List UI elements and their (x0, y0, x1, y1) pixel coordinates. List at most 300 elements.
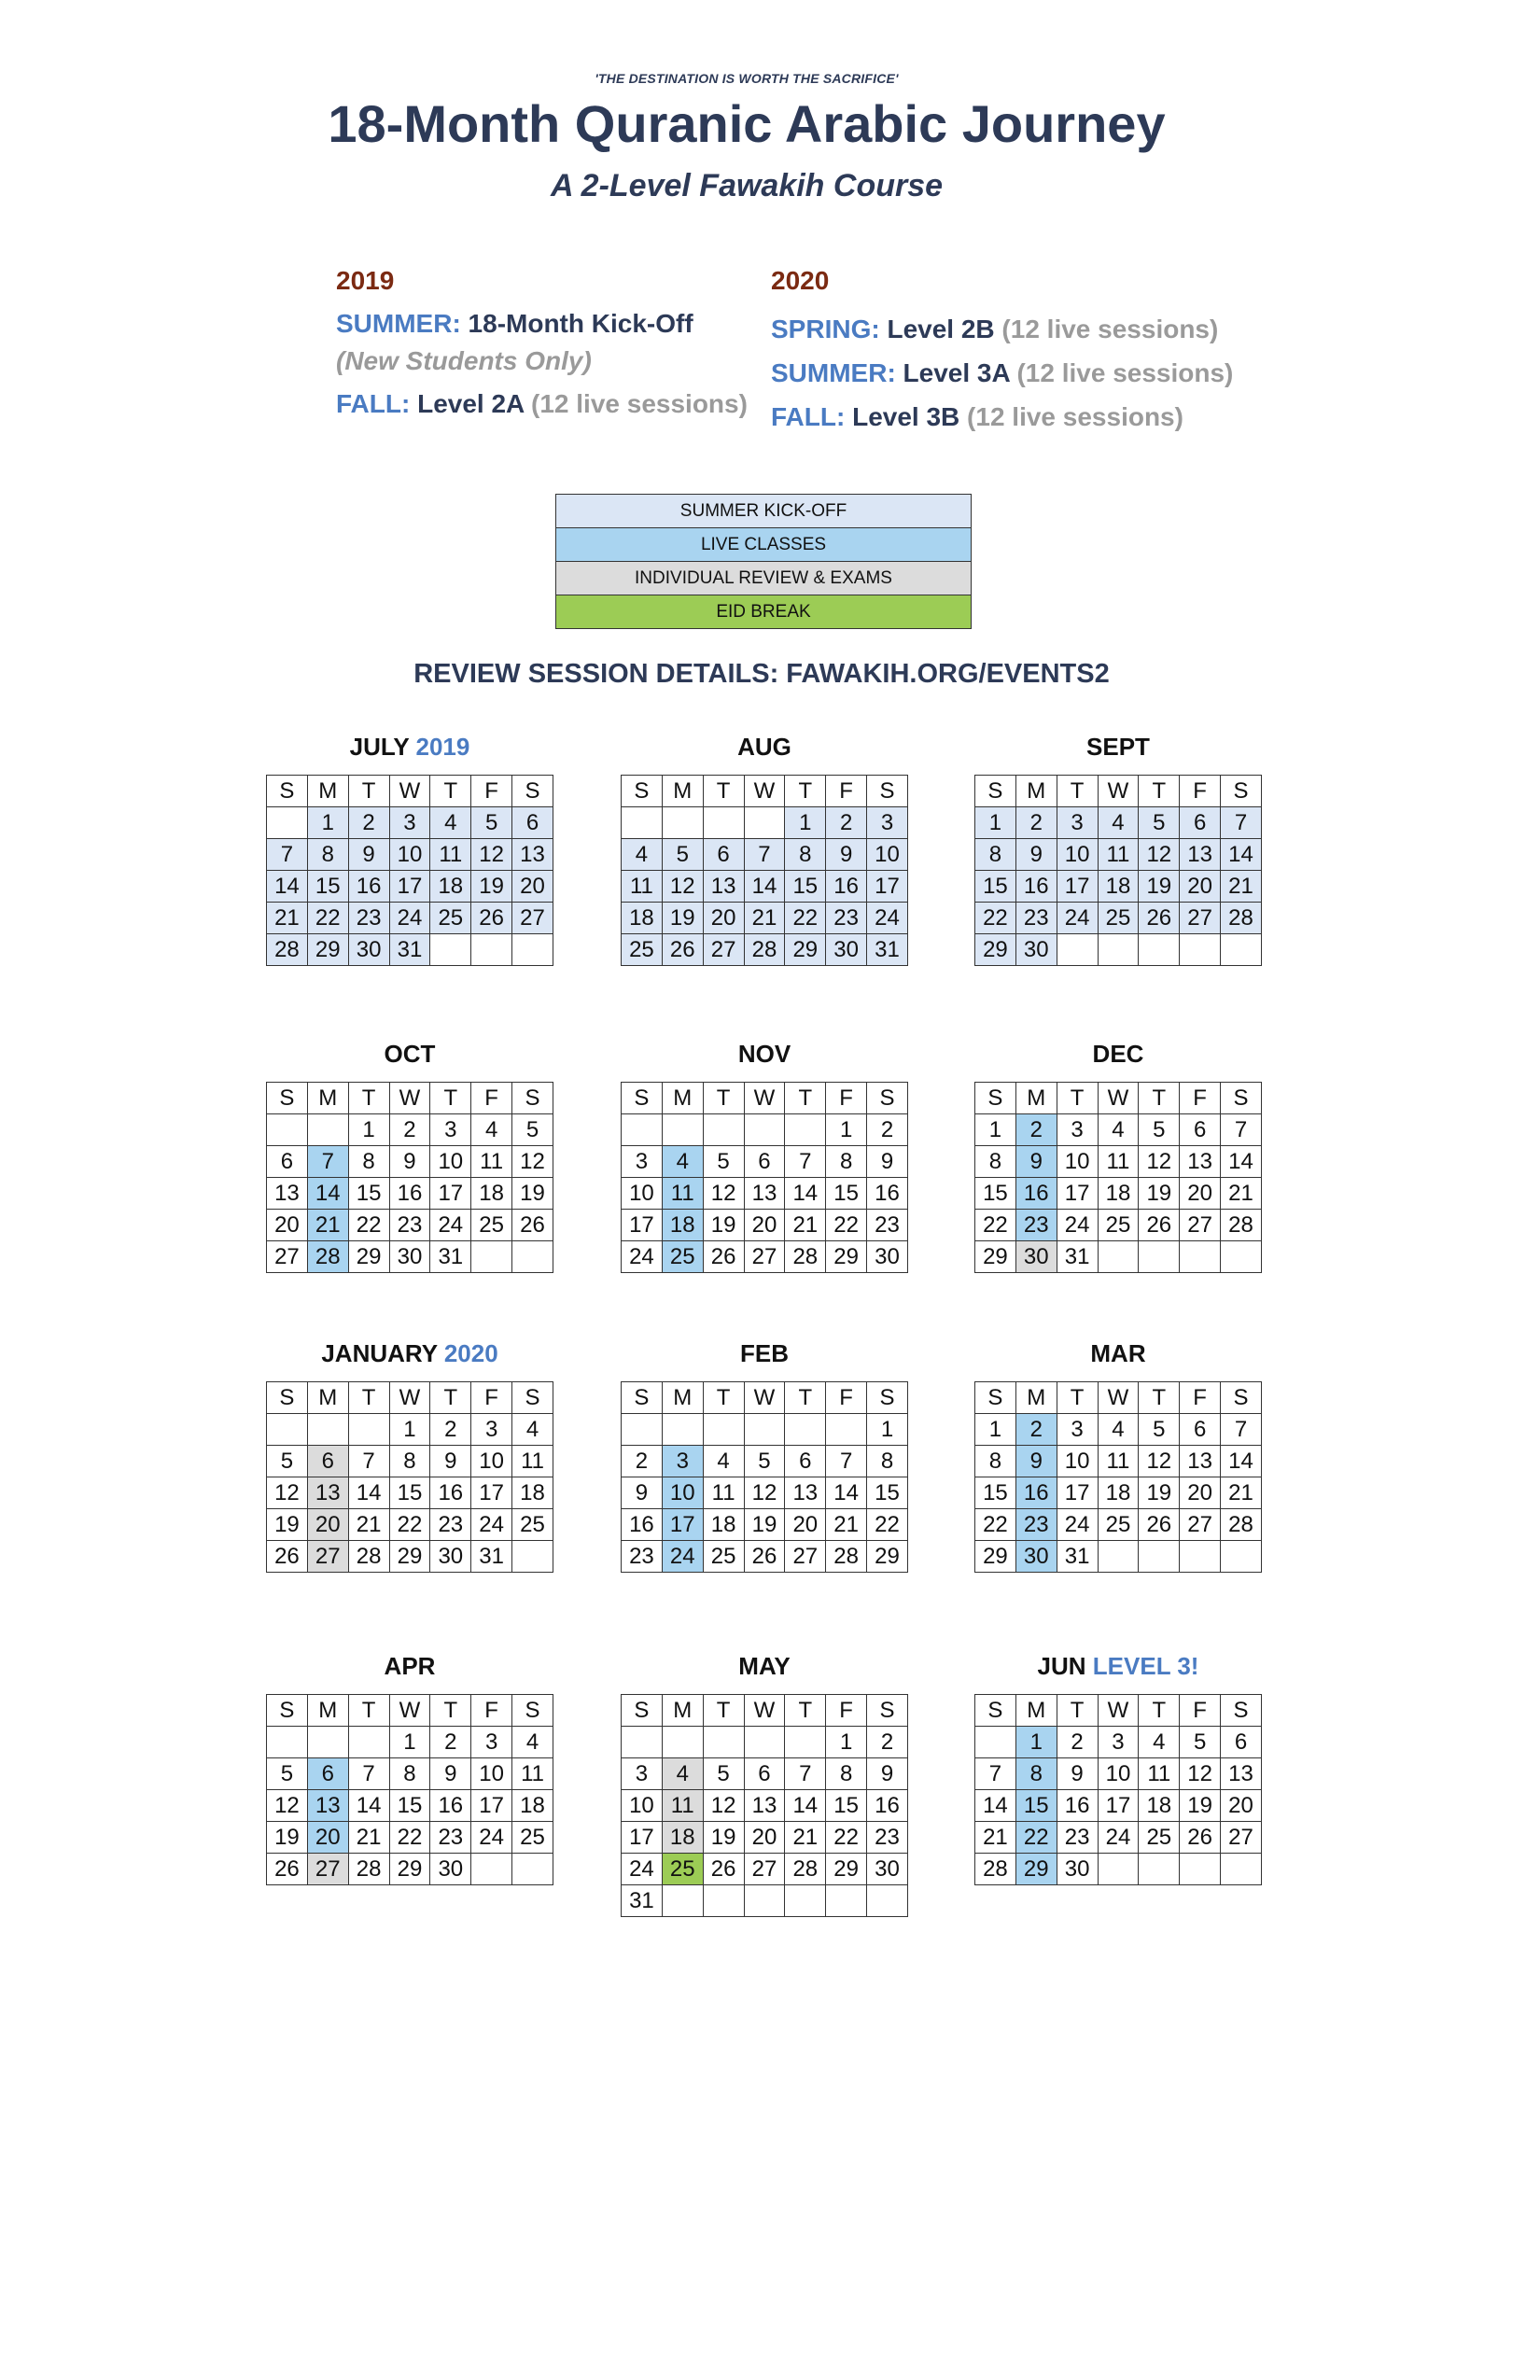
day-cell: 19 (471, 871, 512, 903)
week-row (622, 1210, 908, 1241)
day-cell: 23 (1015, 903, 1057, 934)
day-cell: 4 (1098, 1114, 1139, 1146)
day-cell: 11 (512, 1758, 553, 1790)
week-row (267, 903, 553, 934)
day-cell: 1 (389, 1414, 430, 1446)
weekday-header: W (389, 1695, 430, 1727)
empty-day-cell (1221, 1854, 1262, 1885)
week-row (267, 934, 553, 966)
weekday-header: M (307, 776, 348, 807)
calendar-table (266, 775, 553, 966)
day-cell: 21 (307, 1210, 348, 1241)
day-cell: 19 (1139, 1178, 1180, 1210)
weekday-header: M (307, 1083, 348, 1114)
day-cell: 20 (1180, 1178, 1221, 1210)
day-cell: 12 (1180, 1758, 1221, 1790)
day-cell: 19 (703, 1210, 744, 1241)
day-cell: 3 (430, 1114, 471, 1146)
day-cell: 10 (622, 1790, 663, 1822)
empty-day-cell (867, 1885, 908, 1917)
empty-day-cell (1098, 1854, 1139, 1885)
month-title (621, 1337, 908, 1370)
schedule-line-fall-2019 (336, 382, 748, 426)
day-cell: 16 (1015, 1477, 1057, 1509)
tagline: 'THE DESTINATION IS WORTH THE SACRIFICE' (595, 71, 899, 86)
day-cell: 2 (430, 1414, 471, 1446)
day-cell: 29 (389, 1541, 430, 1573)
empty-day-cell (267, 1414, 308, 1446)
day-cell: 17 (867, 871, 908, 903)
day-cell: 27 (267, 1241, 308, 1273)
day-cell: 27 (744, 1241, 785, 1273)
day-cell: 16 (430, 1477, 471, 1509)
day-cell: 2 (1015, 807, 1057, 839)
day-cell: 27 (703, 934, 744, 966)
day-cell: 27 (785, 1541, 826, 1573)
day-cell: 28 (267, 934, 308, 966)
week-row (267, 1854, 553, 1885)
empty-day-cell (785, 1114, 826, 1146)
week-row (975, 1477, 1262, 1509)
day-cell: 4 (512, 1414, 553, 1446)
day-cell: 14 (267, 871, 308, 903)
weekday-header: T (1057, 1382, 1098, 1414)
month-name: SEPT (1086, 733, 1150, 761)
day-cell: 14 (785, 1178, 826, 1210)
day-cell: 20 (267, 1210, 308, 1241)
day-cell: 22 (348, 1210, 389, 1241)
day-cell: 28 (744, 934, 785, 966)
week-row (975, 1210, 1262, 1241)
day-cell: 2 (826, 807, 867, 839)
weekday-header: T (785, 776, 826, 807)
day-cell: 21 (785, 1210, 826, 1241)
weekday-header: F (1180, 776, 1221, 807)
weekday-header: F (826, 1083, 867, 1114)
day-cell: 30 (1015, 1541, 1057, 1573)
day-cell: 19 (744, 1509, 785, 1541)
week-row (975, 1414, 1262, 1446)
day-cell: 18 (512, 1790, 553, 1822)
empty-day-cell (512, 1241, 553, 1273)
calendar-table (621, 775, 908, 966)
day-cell: 21 (1221, 871, 1262, 903)
day-cell: 26 (662, 934, 703, 966)
empty-day-cell (1221, 1541, 1262, 1573)
day-cell: 31 (1057, 1241, 1098, 1273)
month-name: JUN (1037, 1652, 1086, 1680)
day-cell: 21 (785, 1822, 826, 1854)
day-cell: 29 (1015, 1854, 1057, 1885)
day-cell: 16 (1015, 1178, 1057, 1210)
schedule-line-summer-2020 (771, 351, 1233, 395)
day-cell: 11 (703, 1477, 744, 1509)
empty-day-cell (1139, 1541, 1180, 1573)
weekday-header: T (1139, 1695, 1180, 1727)
week-row (622, 871, 908, 903)
day-cell: 10 (389, 839, 430, 871)
week-row (975, 1446, 1262, 1477)
weekday-header: S (867, 776, 908, 807)
day-cell: 5 (267, 1758, 308, 1790)
weekday-header: T (1139, 1083, 1180, 1114)
day-cell: 14 (1221, 1146, 1262, 1178)
weekday-header: S (1221, 776, 1262, 807)
schedule-2020 (771, 266, 1233, 439)
empty-day-cell (1180, 1854, 1221, 1885)
day-cell: 9 (1015, 1146, 1057, 1178)
year-2020-heading: 2020 (771, 266, 830, 295)
week-row (622, 934, 908, 966)
day-cell: 8 (307, 839, 348, 871)
week-row (975, 1727, 1262, 1758)
level-label: Level 3A (903, 358, 1010, 387)
day-cell: 28 (1221, 1509, 1262, 1541)
day-cell: 22 (975, 1509, 1016, 1541)
week-row (267, 1822, 553, 1854)
week-row (975, 807, 1262, 839)
empty-day-cell (267, 807, 308, 839)
day-cell: 28 (785, 1854, 826, 1885)
week-row (975, 1178, 1262, 1210)
weekday-header: S (267, 1083, 308, 1114)
day-cell: 3 (389, 807, 430, 839)
day-cell: 15 (975, 871, 1016, 903)
day-cell: 3 (1098, 1727, 1139, 1758)
week-row (975, 871, 1262, 903)
day-cell: 30 (1015, 934, 1057, 966)
day-cell: 26 (1139, 1509, 1180, 1541)
empty-day-cell (307, 1414, 348, 1446)
day-cell: 10 (1057, 1146, 1098, 1178)
empty-day-cell (662, 807, 703, 839)
empty-day-cell (744, 1727, 785, 1758)
sessions-label: (12 live sessions) (1001, 315, 1219, 343)
weekday-header: T (348, 776, 389, 807)
week-row (975, 1509, 1262, 1541)
day-cell: 5 (471, 807, 512, 839)
day-cell: 19 (267, 1822, 308, 1854)
day-cell: 7 (785, 1146, 826, 1178)
weekday-header: F (826, 1382, 867, 1414)
day-cell: 24 (471, 1822, 512, 1854)
day-cell: 23 (867, 1210, 908, 1241)
week-row (622, 1477, 908, 1509)
weekday-header: T (1057, 776, 1098, 807)
month-calendar-jul2019 (266, 730, 553, 966)
month-name: FEB (740, 1339, 789, 1367)
day-cell: 30 (867, 1241, 908, 1273)
day-cell: 7 (1221, 807, 1262, 839)
day-cell: 27 (1221, 1822, 1262, 1854)
day-cell: 22 (307, 903, 348, 934)
day-cell: 20 (1180, 1477, 1221, 1509)
page-subtitle: A 2-Level Fawakih Course (550, 168, 944, 203)
day-cell: 21 (348, 1509, 389, 1541)
year-2019-heading: 2019 (336, 266, 395, 295)
day-cell: 6 (703, 839, 744, 871)
empty-day-cell (471, 1854, 512, 1885)
day-cell: 15 (826, 1178, 867, 1210)
calendar-table (621, 1694, 908, 1917)
empty-day-cell (267, 1727, 308, 1758)
day-cell: 1 (867, 1414, 908, 1446)
day-cell: 2 (389, 1114, 430, 1146)
day-cell: 12 (1139, 1146, 1180, 1178)
week-row (267, 839, 553, 871)
empty-day-cell (307, 1727, 348, 1758)
weekday-header: S (975, 1083, 1016, 1114)
sessions-label: (12 live sessions) (967, 402, 1183, 431)
day-cell: 5 (1139, 807, 1180, 839)
weekday-header: T (703, 1083, 744, 1114)
day-cell: 19 (512, 1178, 553, 1210)
day-cell: 17 (471, 1477, 512, 1509)
day-cell: 26 (1139, 1210, 1180, 1241)
day-cell: 18 (662, 1822, 703, 1854)
week-row (622, 1509, 908, 1541)
day-cell: 16 (867, 1178, 908, 1210)
empty-day-cell (1098, 1541, 1139, 1573)
day-cell: 13 (785, 1477, 826, 1509)
empty-day-cell (1221, 934, 1262, 966)
day-cell: 25 (471, 1210, 512, 1241)
day-cell: 26 (703, 1241, 744, 1273)
day-cell: 8 (867, 1446, 908, 1477)
weekday-header: M (307, 1695, 348, 1727)
day-cell: 11 (1098, 1146, 1139, 1178)
empty-day-cell (512, 1541, 553, 1573)
empty-day-cell (622, 807, 663, 839)
day-cell: 14 (348, 1790, 389, 1822)
weekday-header: S (267, 1695, 308, 1727)
day-cell: 10 (867, 839, 908, 871)
weekday-header: M (1015, 1382, 1057, 1414)
weekday-header: F (826, 776, 867, 807)
day-cell: 8 (975, 839, 1016, 871)
weekday-header: M (662, 1382, 703, 1414)
day-cell: 30 (348, 934, 389, 966)
day-cell: 12 (1139, 839, 1180, 871)
day-cell: 21 (744, 903, 785, 934)
day-cell: 23 (1015, 1509, 1057, 1541)
weekday-header: F (471, 1695, 512, 1727)
day-cell: 11 (662, 1178, 703, 1210)
day-cell: 10 (471, 1758, 512, 1790)
day-cell: 6 (307, 1446, 348, 1477)
day-cell: 21 (1221, 1178, 1262, 1210)
weekday-header: M (662, 1695, 703, 1727)
day-cell: 16 (430, 1790, 471, 1822)
month-calendar-sep2019 (974, 730, 1262, 966)
day-cell: 18 (1098, 1477, 1139, 1509)
day-cell: 10 (471, 1446, 512, 1477)
day-cell: 29 (975, 934, 1016, 966)
day-cell: 13 (307, 1790, 348, 1822)
day-cell: 25 (662, 1854, 703, 1885)
level-label: Level 3B (852, 402, 960, 431)
day-cell: 29 (307, 934, 348, 966)
weekday-header: S (975, 1695, 1016, 1727)
month-title (266, 730, 553, 763)
day-cell: 22 (826, 1210, 867, 1241)
empty-day-cell (622, 1414, 663, 1446)
month-name: JANUARY (321, 1339, 438, 1367)
day-cell: 27 (1180, 903, 1221, 934)
level-label: 18-Month Kick-Off (468, 309, 693, 338)
day-cell: 17 (430, 1178, 471, 1210)
day-cell: 14 (307, 1178, 348, 1210)
week-row (975, 934, 1262, 966)
day-cell: 25 (1098, 1210, 1139, 1241)
week-row (975, 1822, 1262, 1854)
day-cell: 20 (703, 903, 744, 934)
day-cell: 18 (1098, 871, 1139, 903)
weekday-header: T (1139, 776, 1180, 807)
day-cell: 15 (867, 1477, 908, 1509)
weekday-header: T (703, 776, 744, 807)
day-cell: 16 (389, 1178, 430, 1210)
day-cell: 28 (348, 1541, 389, 1573)
day-cell: 29 (389, 1854, 430, 1885)
weekday-header: S (622, 1083, 663, 1114)
day-cell: 31 (389, 934, 430, 966)
weekday-header: T (703, 1382, 744, 1414)
day-cell: 7 (744, 839, 785, 871)
day-cell: 18 (512, 1477, 553, 1509)
day-cell: 2 (430, 1727, 471, 1758)
weekday-header: S (867, 1382, 908, 1414)
day-cell: 11 (1098, 839, 1139, 871)
empty-day-cell (662, 1414, 703, 1446)
day-cell: 13 (1180, 1446, 1221, 1477)
calendar-table (974, 1381, 1262, 1573)
day-cell: 10 (430, 1146, 471, 1178)
week-row (267, 1509, 553, 1541)
week-row (975, 1241, 1262, 1273)
empty-day-cell (975, 1727, 1016, 1758)
day-cell: 28 (785, 1241, 826, 1273)
weekday-header: S (622, 1695, 663, 1727)
day-cell: 16 (1057, 1790, 1098, 1822)
weekday-header: S (622, 776, 663, 807)
empty-day-cell (430, 934, 471, 966)
schedule-note-2019 (336, 344, 748, 382)
empty-day-cell (1180, 1541, 1221, 1573)
day-cell: 26 (267, 1541, 308, 1573)
day-cell: 11 (622, 871, 663, 903)
month-calendar-jun2020 (974, 1649, 1262, 1885)
weekday-header: T (430, 1083, 471, 1114)
schedule-2019 (336, 266, 748, 426)
day-cell: 10 (662, 1477, 703, 1509)
day-cell: 10 (1098, 1758, 1139, 1790)
month-name: MAY (738, 1652, 791, 1680)
day-cell: 8 (975, 1146, 1016, 1178)
day-cell: 2 (867, 1727, 908, 1758)
week-row (622, 839, 908, 871)
day-cell: 2 (348, 807, 389, 839)
weekday-header: W (1098, 776, 1139, 807)
day-cell: 8 (389, 1758, 430, 1790)
day-cell: 9 (348, 839, 389, 871)
day-cell: 29 (975, 1241, 1016, 1273)
day-cell: 18 (703, 1509, 744, 1541)
day-cell: 11 (471, 1146, 512, 1178)
day-cell: 7 (307, 1146, 348, 1178)
day-cell: 25 (1139, 1822, 1180, 1854)
day-cell: 5 (703, 1758, 744, 1790)
week-row (975, 1114, 1262, 1146)
day-cell: 31 (867, 934, 908, 966)
day-cell: 23 (430, 1509, 471, 1541)
weekday-header: M (662, 1083, 703, 1114)
day-cell: 3 (622, 1758, 663, 1790)
day-cell: 11 (1139, 1758, 1180, 1790)
day-cell: 22 (867, 1509, 908, 1541)
day-cell: 25 (430, 903, 471, 934)
day-cell: 6 (1180, 1114, 1221, 1146)
day-cell: 8 (1015, 1758, 1057, 1790)
day-cell: 19 (703, 1822, 744, 1854)
day-cell: 9 (430, 1758, 471, 1790)
day-cell: 21 (1221, 1477, 1262, 1509)
empty-day-cell (662, 1727, 703, 1758)
day-cell: 20 (744, 1822, 785, 1854)
day-cell: 4 (662, 1146, 703, 1178)
day-cell: 22 (826, 1822, 867, 1854)
day-cell: 5 (1139, 1114, 1180, 1146)
day-cell: 28 (1221, 1210, 1262, 1241)
day-cell: 12 (703, 1790, 744, 1822)
day-cell: 12 (267, 1790, 308, 1822)
day-cell: 4 (662, 1758, 703, 1790)
day-cell: 12 (1139, 1446, 1180, 1477)
day-cell: 19 (1139, 1477, 1180, 1509)
day-cell: 7 (1221, 1414, 1262, 1446)
day-cell: 30 (867, 1854, 908, 1885)
empty-day-cell (785, 1727, 826, 1758)
day-cell: 29 (975, 1541, 1016, 1573)
weekday-header: W (389, 1083, 430, 1114)
day-cell: 21 (348, 1822, 389, 1854)
month-name: AUG (737, 733, 791, 761)
month-title (974, 730, 1262, 763)
week-row (622, 1541, 908, 1573)
empty-day-cell (1180, 934, 1221, 966)
week-row (622, 1414, 908, 1446)
day-cell: 26 (512, 1210, 553, 1241)
empty-day-cell (348, 1414, 389, 1446)
day-cell: 10 (1057, 1446, 1098, 1477)
day-cell: 1 (1015, 1727, 1057, 1758)
weekday-header: T (785, 1083, 826, 1114)
day-cell: 25 (512, 1822, 553, 1854)
weekday-header: W (1098, 1083, 1139, 1114)
day-cell: 11 (430, 839, 471, 871)
month-calendar-feb2020 (621, 1337, 908, 1573)
day-cell: 9 (622, 1477, 663, 1509)
month-calendar-nov2019 (621, 1037, 908, 1273)
schedule-line-summer-2019 (336, 307, 748, 344)
new-students-note: (New Students Only) (336, 346, 592, 375)
day-cell: 3 (867, 807, 908, 839)
day-cell: 26 (1139, 903, 1180, 934)
weekday-header: S (267, 1382, 308, 1414)
day-cell: 9 (867, 1758, 908, 1790)
day-cell: 14 (826, 1477, 867, 1509)
day-cell: 31 (1057, 1541, 1098, 1573)
